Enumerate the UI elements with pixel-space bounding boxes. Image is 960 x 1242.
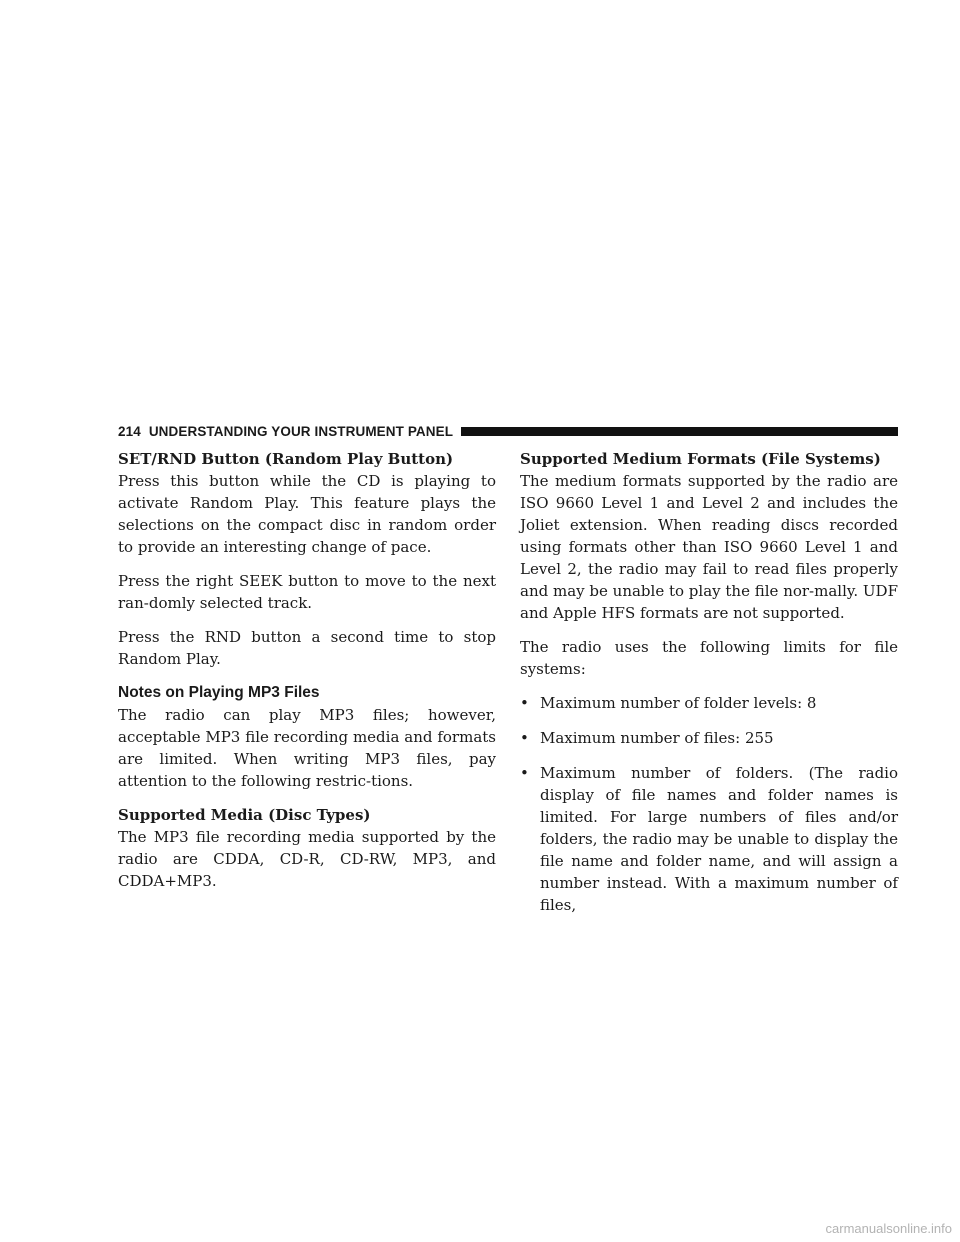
bullet-icon: • <box>520 729 529 747</box>
paragraph-stop-random: Press the RND button a second time to stop Random Play. <box>118 628 496 668</box>
paragraph-seek: Press the right SEEK button to move to the next ran-domly selected track. <box>118 572 496 612</box>
list-item-text: Maximum number of folders. (The radio display of file names and folder names is limited. For large numbers of files and/or folders, the radio may be unable to display the file name and folder name, and will assign a number instead. With a maximum number of files, <box>540 764 898 914</box>
list-item-text: Maximum number of files: 255 <box>540 729 774 747</box>
bullet-icon: • <box>520 694 529 712</box>
list-item <box>520 762 898 916</box>
footer-watermark: carmanualsonline.info <box>825 1221 952 1236</box>
page-number: 214 <box>118 423 141 439</box>
header-rule <box>461 427 898 436</box>
heading-set-rnd-button: SET/RND Button (Random Play Button) <box>118 450 454 468</box>
heading-medium-formats: Supported Medium Formats (File Systems) <box>520 450 881 468</box>
paragraph-formats: The medium formats supported by the radio are ISO 9660 Level 1 and Level 2 and includes the Joliet extension. When reading discs recorded using formats other than ISO 9660 Level 1 and Level 2, the radio may fail to read files properly and may be unable to play the file nor-mally. UDF and Apple HFS formats are not supported. <box>520 472 898 622</box>
list-item <box>520 727 898 749</box>
list-item-text: Maximum number of folder levels: 8 <box>540 694 817 712</box>
heading-supported-media: Supported Media (Disc Types) <box>118 806 371 824</box>
heading-mp3-notes: Notes on Playing MP3 Files <box>118 684 320 701</box>
left-column <box>118 448 496 904</box>
right-column <box>520 448 898 929</box>
page-header <box>118 421 898 441</box>
paragraph-random-play: Press this button while the CD is playing to activate Random Play. This feature plays the selections on the compact disc in random order to provide an interesting change of pace. <box>118 472 496 556</box>
limits-list <box>520 692 898 916</box>
section-title: UNDERSTANDING YOUR INSTRUMENT PANEL <box>148 423 454 439</box>
paragraph-mp3-limits: The radio can play MP3 files; however, acceptable MP3 file recording media and formats are limited. When writing MP3 files, pay attention to the following restric-tions. <box>118 706 496 790</box>
bullet-icon: • <box>520 764 529 782</box>
paragraph-media-types: The MP3 file recording media supported by the radio are CDDA, CD-R, CD-RW, MP3, and CDDA+MP3. <box>118 828 496 890</box>
paragraph-limits-intro: The radio uses the following limits for file systems: <box>520 638 898 678</box>
list-item <box>520 692 898 714</box>
